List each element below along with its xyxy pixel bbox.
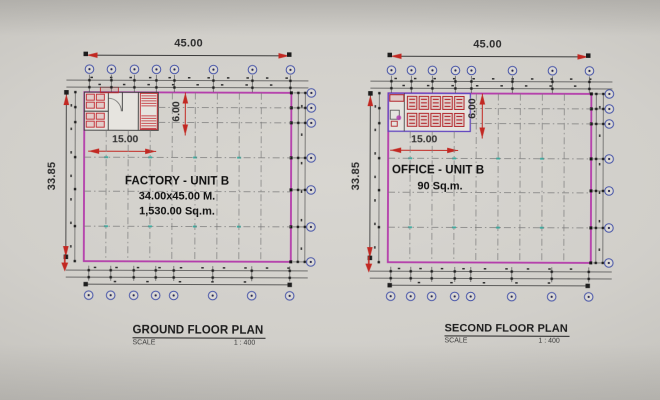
gf-unit-area: 1,530.00 Sq.m. [139,205,215,218]
ground-floor-static [61,52,291,273]
gf-scale-label: SCALE [132,339,156,347]
sf-title-block [444,322,569,344]
gf-unit-label: FACTORY - UNIT B [124,175,230,188]
sf-plan-title: SECOND FLOOR PLAN [445,322,570,336]
gf-office-width-dim: 15.00 [112,133,139,146]
sf-office-depth-dim: 6.00 [466,98,479,119]
sf-scale-label: SCALE [444,337,468,345]
sf-overall-width-dim: 45.00 [473,38,502,51]
sf-office-width-dim: 15.00 [411,133,438,146]
gf-plan-title: GROUND FLOOR PLAN [133,324,266,338]
second-floor-static [365,53,591,274]
gf-overall-width-dim: 45.00 [174,37,203,50]
sf-overall-height-dim: 33.85 [350,161,363,191]
gf-scale-value: 1 : 400 [233,339,256,347]
sf-unit-label: OFFICE - UNIT B [391,164,485,177]
gf-unit-dimensions: 34.00x45.00 M. [138,190,216,203]
gf-office-depth-dim: 6.00 [170,101,183,122]
gf-title-block [132,324,265,346]
sf-unit-area: 90 Sq.m. [417,180,463,193]
gf-overall-height-dim: 33.85 [46,161,59,191]
sf-scale-value: 1 : 400 [538,337,560,345]
washroom-block [84,92,158,130]
